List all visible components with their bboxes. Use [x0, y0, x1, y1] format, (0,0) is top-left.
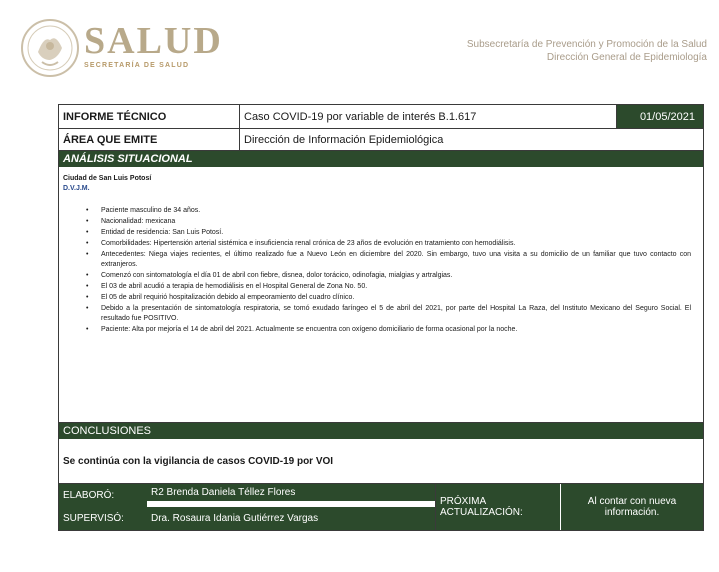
list-item: • El 05 de abril requirió hospitalización debido al empeoramiento del cuadro clínico.: [101, 293, 691, 303]
agency-line-2: Dirección General de Epidemiología: [546, 52, 707, 63]
report-document: [58, 104, 704, 531]
analysis-bullet-list: [63, 206, 691, 335]
analysis-city: Ciudad de San Luis Potosí: [63, 175, 152, 182]
conclusions-section-title: CONCLUSIONES: [59, 423, 703, 439]
analysis-body: [59, 167, 703, 423]
area-value: Dirección de Información Epidemiológica: [244, 133, 444, 146]
prepared-name: R2 Brenda Daniela Téllez Flores: [147, 484, 435, 507]
prepared-row: [59, 484, 435, 507]
list-item: • Antecedentes: Niega viajes recientes, el último realizado fue a Nuevo León en diciembre del 2020. Sin embargo, tuvo una visita a su domicilio de un familiar que tuvo contacto con extranjeros.: [101, 250, 691, 270]
report-type-label: INFORME TÉCNICO: [59, 105, 240, 128]
signature-block: [59, 484, 703, 530]
national-seal-icon: [20, 18, 80, 78]
logo-main-text: SALUD: [84, 20, 223, 62]
supervised-row: [59, 507, 435, 530]
analysis-section-title: ANÁLISIS SITUACIONAL: [59, 151, 703, 167]
report-subject: Caso COVID-19 por variable de interés B.1.617: [240, 105, 617, 128]
logo-sub-text: SECRETARÍA DE SALUD: [84, 62, 190, 69]
list-item: • Debido a la presentación de sintomatología respiratoria, se tomó exudado faríngeo el 5 de abril del 2021, por parte del Hospital La Raza, del Instituto Mexicano del Seguro Social. El resultado fue POSITIVO.: [101, 304, 691, 324]
prepared-label: ELABORÓ:: [59, 484, 147, 507]
next-update-value: Al contar con nueva información.: [561, 484, 703, 530]
analysis-abbr: D.V.J.M.: [63, 185, 90, 192]
agency-name: [467, 38, 707, 64]
report-area-row: [59, 129, 703, 151]
page-header: [0, 0, 719, 90]
logo: [84, 22, 223, 69]
report-info-row: [59, 105, 703, 129]
area-label: ÁREA QUE EMITE: [59, 129, 240, 150]
supervised-name: Dra. Rosaura Idania Gutiérrez Vargas: [147, 507, 435, 530]
list-item: • Comenzó con sintomatología el día 01 de abril con fiebre, disnea, dolor torácico, odinofagia, mialgias y artralgias.: [101, 271, 691, 281]
signatories: [59, 484, 436, 530]
conclusions-text: Se continúa con la vigilancia de casos COVID-19 por VOI: [59, 439, 703, 484]
supervised-label: SUPERVISÓ:: [59, 507, 147, 530]
report-date: 01/05/2021: [617, 105, 703, 128]
next-update-label: PRÓXIMA ACTUALIZACIÓN:: [436, 484, 561, 530]
list-item: • Paciente: Alta por mejoría el 14 de abril del 2021. Actualmente se encuentra con oxígeno domiciliario de forma ocasional por la noche.: [101, 325, 691, 335]
list-item: • Entidad de residencia: San Luis Potosí.: [101, 228, 691, 238]
list-item: • El 03 de abril acudió a terapia de hemodiálisis en el Hospital General de Zona No. 50.: [101, 282, 691, 292]
list-item: • Comorbilidades: Hipertensión arterial sistémica e insuficiencia renal crónica de 23 años de evolución en tratamiento con hemodiálisis.: [101, 239, 691, 249]
agency-line-1: Subsecretaría de Prevención y Promoción de la Salud: [466, 39, 707, 50]
list-item: • Paciente masculino de 34 años.: [101, 206, 691, 216]
list-item: • Nacionalidad: mexicana: [101, 217, 691, 227]
